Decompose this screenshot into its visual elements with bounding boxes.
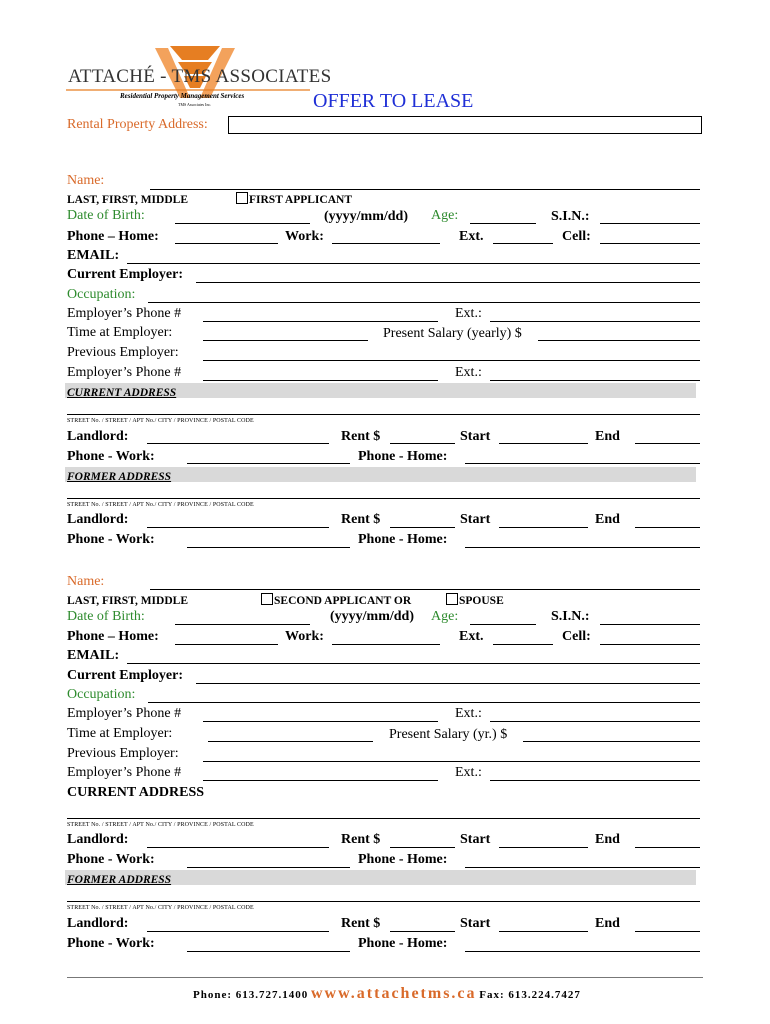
street-caption: STREET No. / STREET / APT No./ CITY / PROVINCE / POSTAL CODE: [67, 502, 254, 508]
rent-field[interactable]: [390, 527, 455, 528]
landlord-label: Landlord:: [67, 832, 129, 847]
current-employer-label-2: Current Employer:: [67, 668, 183, 683]
current-address-bar: [65, 383, 696, 398]
end-label: End: [595, 832, 620, 847]
end-label: End: [595, 512, 620, 527]
occupation-label-2: Occupation:: [67, 687, 136, 702]
dob-format: (yyyy/mm/dd): [324, 209, 408, 224]
landlord-phone-work-field[interactable]: [187, 547, 350, 548]
landlord-phone-work-field[interactable]: [187, 463, 350, 464]
rent-label: Rent $: [341, 512, 381, 527]
last-first-middle-label-2: LAST, FIRST, MIDDLE: [67, 595, 188, 607]
spouse-checkbox[interactable]: [446, 593, 458, 605]
ext-field-2[interactable]: [493, 644, 553, 645]
landlord-field[interactable]: [147, 443, 329, 444]
landlord-phone-home-field[interactable]: [465, 547, 700, 548]
previous-employer-label-2: Previous Employer:: [67, 746, 179, 761]
phone-home-field[interactable]: [175, 243, 278, 244]
time-at-employer-field[interactable]: [203, 340, 368, 341]
present-salary-field[interactable]: [538, 340, 700, 341]
time-at-employer-field-2[interactable]: [208, 741, 373, 742]
previous-employer-field[interactable]: [203, 360, 700, 361]
rent-field[interactable]: [390, 443, 455, 444]
second-applicant-label: SECOND APPLICANT OR: [274, 595, 412, 607]
occupation-field-2[interactable]: [148, 702, 700, 703]
name-label-2: Name:: [67, 574, 105, 589]
landlord-phone-home-label: Phone - Home:: [358, 936, 448, 951]
company-tagline-small: TMS Associates Inc.: [178, 102, 212, 107]
employers-phone-field[interactable]: [203, 321, 438, 322]
present-salary-label: Present Salary (yearly) $: [383, 326, 522, 341]
landlord-phone-home-field[interactable]: [465, 867, 700, 868]
age-label: Age:: [431, 208, 459, 223]
street-caption: STREET No. / STREET / APT No./ CITY / PROVINCE / POSTAL CODE: [67, 822, 254, 828]
end-label: End: [595, 916, 620, 931]
rental-address-label: Rental Property Address:: [67, 117, 208, 132]
footer-phone: Phone: 613.727.1400: [193, 989, 309, 1001]
dob-label: Date of Birth:: [67, 208, 145, 223]
start-label: Start: [460, 916, 491, 931]
end-field[interactable]: [635, 847, 700, 848]
prev-employers-phone-label-2: Employer’s Phone #: [67, 765, 182, 780]
landlord-field[interactable]: [147, 527, 329, 528]
end-field[interactable]: [635, 527, 700, 528]
employer-ext-field[interactable]: [490, 321, 700, 322]
rent-label: Rent $: [341, 429, 381, 444]
employers-phone-label: Employer’s Phone #: [67, 306, 182, 321]
rent-field[interactable]: [390, 931, 455, 932]
age-label-2: Age:: [431, 609, 459, 624]
name-field[interactable]: [150, 189, 700, 190]
employers-phone-field-2[interactable]: [203, 721, 438, 722]
sin-label: S.I.N.:: [551, 209, 590, 224]
street-caption: STREET No. / STREET / APT No./ CITY / PROVINCE / POSTAL CODE: [67, 905, 254, 911]
landlord-phone-work-label: Phone - Work:: [67, 449, 155, 464]
occupation-field[interactable]: [148, 302, 700, 303]
landlord-label: Landlord:: [67, 916, 129, 931]
sin-field[interactable]: [600, 223, 700, 224]
landlord-phone-work-label: Phone - Work:: [67, 936, 155, 951]
rent-field[interactable]: [390, 847, 455, 848]
footer-divider: [67, 977, 703, 978]
last-first-middle-label: LAST, FIRST, MIDDLE: [67, 194, 188, 206]
prev-employer-ext-field[interactable]: [490, 380, 700, 381]
name-label: Name:: [67, 173, 105, 188]
landlord-phone-work-label: Phone - Work:: [67, 852, 155, 867]
email-field-2[interactable]: [127, 663, 700, 664]
work-label-2: Work:: [285, 629, 324, 644]
second-applicant-checkbox[interactable]: [261, 593, 273, 605]
current-address-heading-2: CURRENT ADDRESS: [67, 785, 205, 800]
time-at-employer-label-2: Time at Employer:: [67, 726, 173, 741]
landlord-field[interactable]: [147, 847, 329, 848]
current-address-heading: CURRENT ADDRESS: [67, 387, 177, 399]
prev-employer-ext-label: Ext.:: [455, 365, 482, 380]
landlord-phone-work-field[interactable]: [187, 951, 350, 952]
end-field[interactable]: [635, 931, 700, 932]
employers-phone-label-2: Employer’s Phone #: [67, 706, 182, 721]
street-caption: STREET No. / STREET / APT No./ CITY / PROVINCE / POSTAL CODE: [67, 418, 254, 424]
current-address-field[interactable]: [67, 414, 700, 415]
age-field-2[interactable]: [470, 624, 536, 625]
former-address-field[interactable]: [67, 498, 700, 499]
start-field[interactable]: [499, 527, 588, 528]
employer-ext-field-2[interactable]: [490, 721, 700, 722]
email-label-2: EMAIL:: [67, 648, 120, 663]
end-field[interactable]: [635, 443, 700, 444]
rental-address-field[interactable]: [228, 116, 702, 134]
present-salary-field-2[interactable]: [523, 741, 700, 742]
current-employer-field-2[interactable]: [196, 683, 700, 684]
cell-label-2: Cell:: [562, 629, 591, 644]
start-label: Start: [460, 512, 491, 527]
cell-label: Cell:: [562, 229, 591, 244]
footer-line: [193, 985, 581, 1004]
footer-website[interactable]: www.attachetms.ca: [311, 985, 477, 1002]
phone-home-label-2: Phone – Home:: [67, 629, 159, 644]
dob-format-2: (yyyy/mm/dd): [330, 609, 414, 624]
start-field[interactable]: [499, 443, 588, 444]
ext-field[interactable]: [493, 243, 553, 244]
landlord-label: Landlord:: [67, 512, 129, 527]
dob-field-2[interactable]: [175, 624, 310, 625]
prev-employers-phone-label: Employer’s Phone #: [67, 365, 182, 380]
age-field[interactable]: [470, 223, 536, 224]
name-field-2[interactable]: [150, 589, 700, 590]
landlord-label: Landlord:: [67, 429, 129, 444]
end-label: End: [595, 429, 620, 444]
start-field[interactable]: [499, 931, 588, 932]
ext-label: Ext.: [459, 229, 484, 244]
sin-field-2[interactable]: [600, 624, 700, 625]
start-label: Start: [460, 429, 491, 444]
company-name: ATTACHÉ - TMS ASSOCIATES: [68, 66, 332, 87]
work-field[interactable]: [332, 243, 440, 244]
cell-field[interactable]: [600, 243, 700, 244]
employer-ext-label-2: Ext.:: [455, 706, 482, 721]
landlord-field[interactable]: [147, 931, 329, 932]
dob-label-2: Date of Birth:: [67, 609, 145, 624]
landlord-phone-home-field[interactable]: [465, 463, 700, 464]
current-employer-field[interactable]: [196, 282, 700, 283]
current-address-field-2[interactable]: [67, 818, 700, 819]
email-field[interactable]: [127, 263, 700, 264]
start-field[interactable]: [499, 847, 588, 848]
prev-employer-ext-field-2[interactable]: [490, 780, 700, 781]
phone-home-field-2[interactable]: [175, 644, 278, 645]
previous-employer-label: Previous Employer:: [67, 345, 179, 360]
email-label: EMAIL:: [67, 248, 120, 263]
ext-label-2: Ext.: [459, 629, 484, 644]
first-applicant-checkbox[interactable]: [236, 192, 248, 204]
occupation-label: Occupation:: [67, 287, 136, 302]
present-salary-label-2: Present Salary (yr.) $: [389, 727, 508, 742]
first-applicant-label: FIRST APPLICANT: [249, 194, 352, 206]
time-at-employer-label: Time at Employer:: [67, 325, 173, 340]
work-label: Work:: [285, 229, 324, 244]
landlord-phone-home-label: Phone - Home:: [358, 852, 448, 867]
landlord-phone-home-label: Phone - Home:: [358, 449, 448, 464]
start-label: Start: [460, 832, 491, 847]
page-title: OFFER TO LEASE: [313, 90, 474, 112]
former-address-heading: FORMER ADDRESS: [67, 471, 172, 483]
former-address-field-2[interactable]: [67, 901, 700, 902]
employer-ext-label: Ext.:: [455, 306, 482, 321]
former-address-heading-2: FORMER ADDRESS: [67, 874, 172, 886]
sin-label-2: S.I.N.:: [551, 609, 590, 624]
landlord-phone-work-field[interactable]: [187, 867, 350, 868]
prev-employer-ext-label-2: Ext.:: [455, 765, 482, 780]
current-employer-label: Current Employer:: [67, 267, 183, 282]
former-address-bar: [65, 467, 696, 482]
footer-fax: Fax: 613.224.7427: [479, 989, 581, 1001]
spouse-label: SPOUSE: [459, 595, 504, 607]
prev-employers-phone-field-2[interactable]: [203, 780, 438, 781]
landlord-phone-work-label: Phone - Work:: [67, 532, 155, 547]
previous-employer-field-2[interactable]: [203, 761, 700, 762]
rent-label: Rent $: [341, 916, 381, 931]
former-address-bar-2: [65, 870, 696, 885]
work-field-2[interactable]: [332, 644, 440, 645]
cell-field-2[interactable]: [600, 644, 700, 645]
rent-label: Rent $: [341, 832, 381, 847]
dob-field[interactable]: [175, 223, 310, 224]
landlord-phone-home-label: Phone - Home:: [358, 532, 448, 547]
landlord-phone-home-field[interactable]: [465, 951, 700, 952]
prev-employers-phone-field[interactable]: [203, 380, 438, 381]
company-tagline: Residential Property Management Services: [120, 92, 245, 100]
phone-home-label: Phone – Home:: [67, 229, 159, 244]
